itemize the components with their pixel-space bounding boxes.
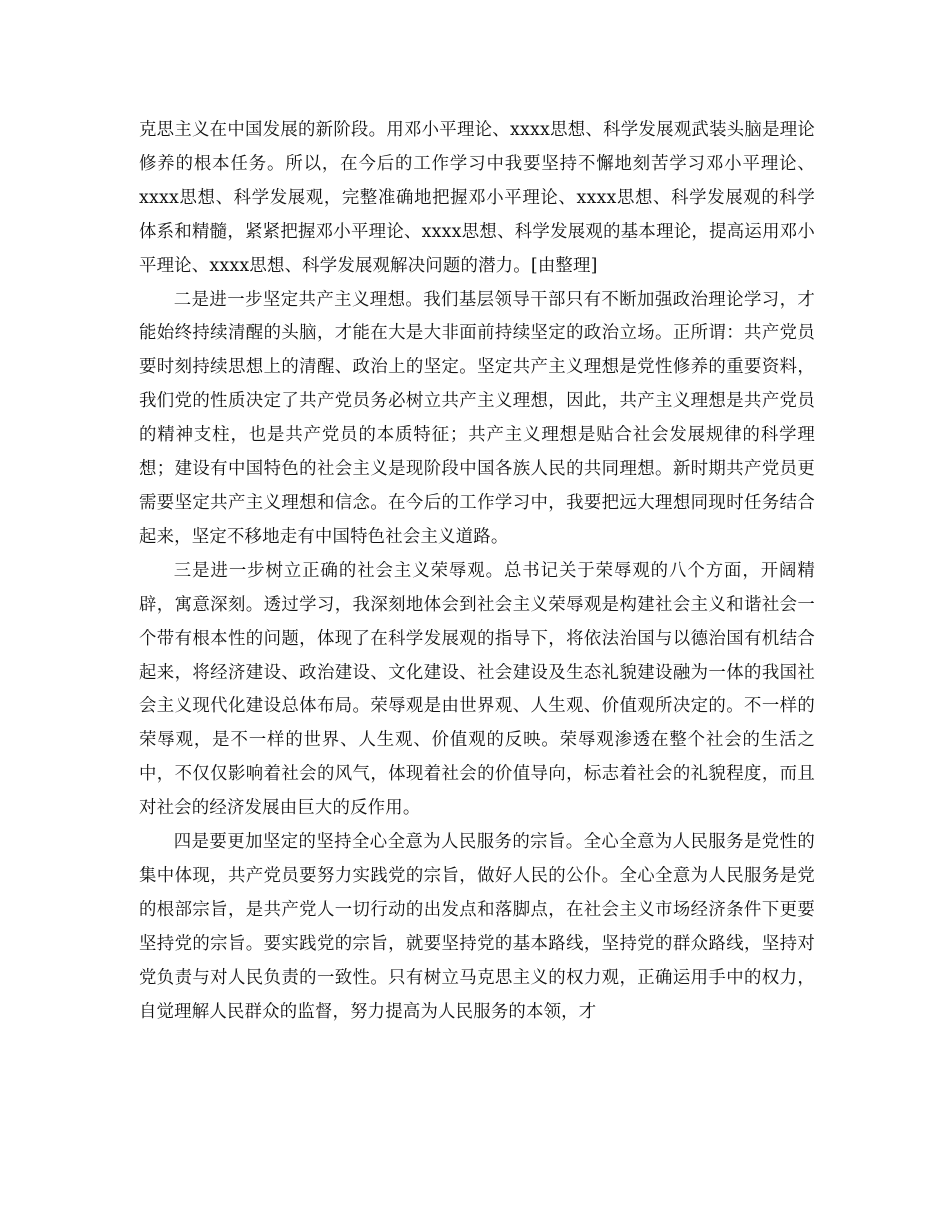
- paragraph-3: 三是进一步树立正确的社会主义荣辱观。总书记关于荣辱观的八个方面，开阔精辟，寓意深刻。透过学习，我深刻地体会到社会主义荣辱观是构建社会主义和谐社会一个带有根本性的问题，体现了在科学发展观的指导下，将依法治国与以德治国有机结合起来，将经济建设、政治建设、文化建设、社会建设及生态礼貌建设融为一体的我国社会主义现代化建设总体布局。荣辱观是由世界观、人生观、价值观所决定的。不一样的荣辱观，是不一样的世界、人生观、价值观的反映。荣辱观渗透在整个社会的生活之中，不仅仅影响着社会的风气，体现着社会的价值导向，标志着社会的礼貌程度，而且对社会的经济发展由巨大的反作用。: [139, 560, 815, 819]
- document-body: [139, 114, 815, 1029]
- paragraph-1: 克思主义在中国发展的新阶段。用邓小平理论、xxxx思想、科学发展观武装头脑是理论修养的根本任务。所以，在今后的工作学习中我要坚持不懈地刻苦学习邓小平理论、xxxx思想、科学发展观，完整准确地把握邓小平理论、xxxx思想、科学发展观的科学体系和精髓，紧紧把握邓小平理论、xxxx思想、科学发展观的基本理论，提高运用邓小平理论、xxxx思想、科学发展观解决问题的潜力。[由整理]: [139, 120, 815, 276]
- paragraph-4: 四是要更加坚定的坚持全心全意为人民服务的宗旨。全心全意为人民服务是党性的集中体现，共产党员要努力实践党的宗旨，做好人民的公仆。全心全意为人民服务是党的根部宗旨，是共产党人一切行动的出发点和落脚点，在社会主义市场经济条件下更要坚持党的宗旨。要实践党的宗旨，就要坚持党的基本路线，坚持党的群众路线，坚持对党负责与对人民负责的一致性。只有树立马克思主义的权力观，正确运用手中的权力，自觉理解人民群众的监督，努力提高为人民服务的本领，才: [139, 832, 815, 1022]
- paragraph-2: 二是进一步坚定共产主义理想。我们基层领导干部只有不断加强政治理论学习，才能始终持续清醒的头脑，才能在大是大非面前持续坚定的政治立场。正所谓：共产党员要时刻持续思想上的清醒、政治上的坚定。坚定共产主义理想是党性修养的重要资料，我们党的性质决定了共产党员务必树立共产主义理想，因此，共产主义理想是共产党员的精神支柱，也是共产党员的本质特征；共产主义理想是贴合社会发展规律的科学理想；建设有中国特色的社会主义是现阶段中国各族人民的共同理想。新时期共产党员更需要坚定共产主义理想和信念。在今后的工作学习中，我要把远大理想同现时任务结合起来，坚定不移地走有中国特色社会主义道路。: [139, 289, 815, 547]
